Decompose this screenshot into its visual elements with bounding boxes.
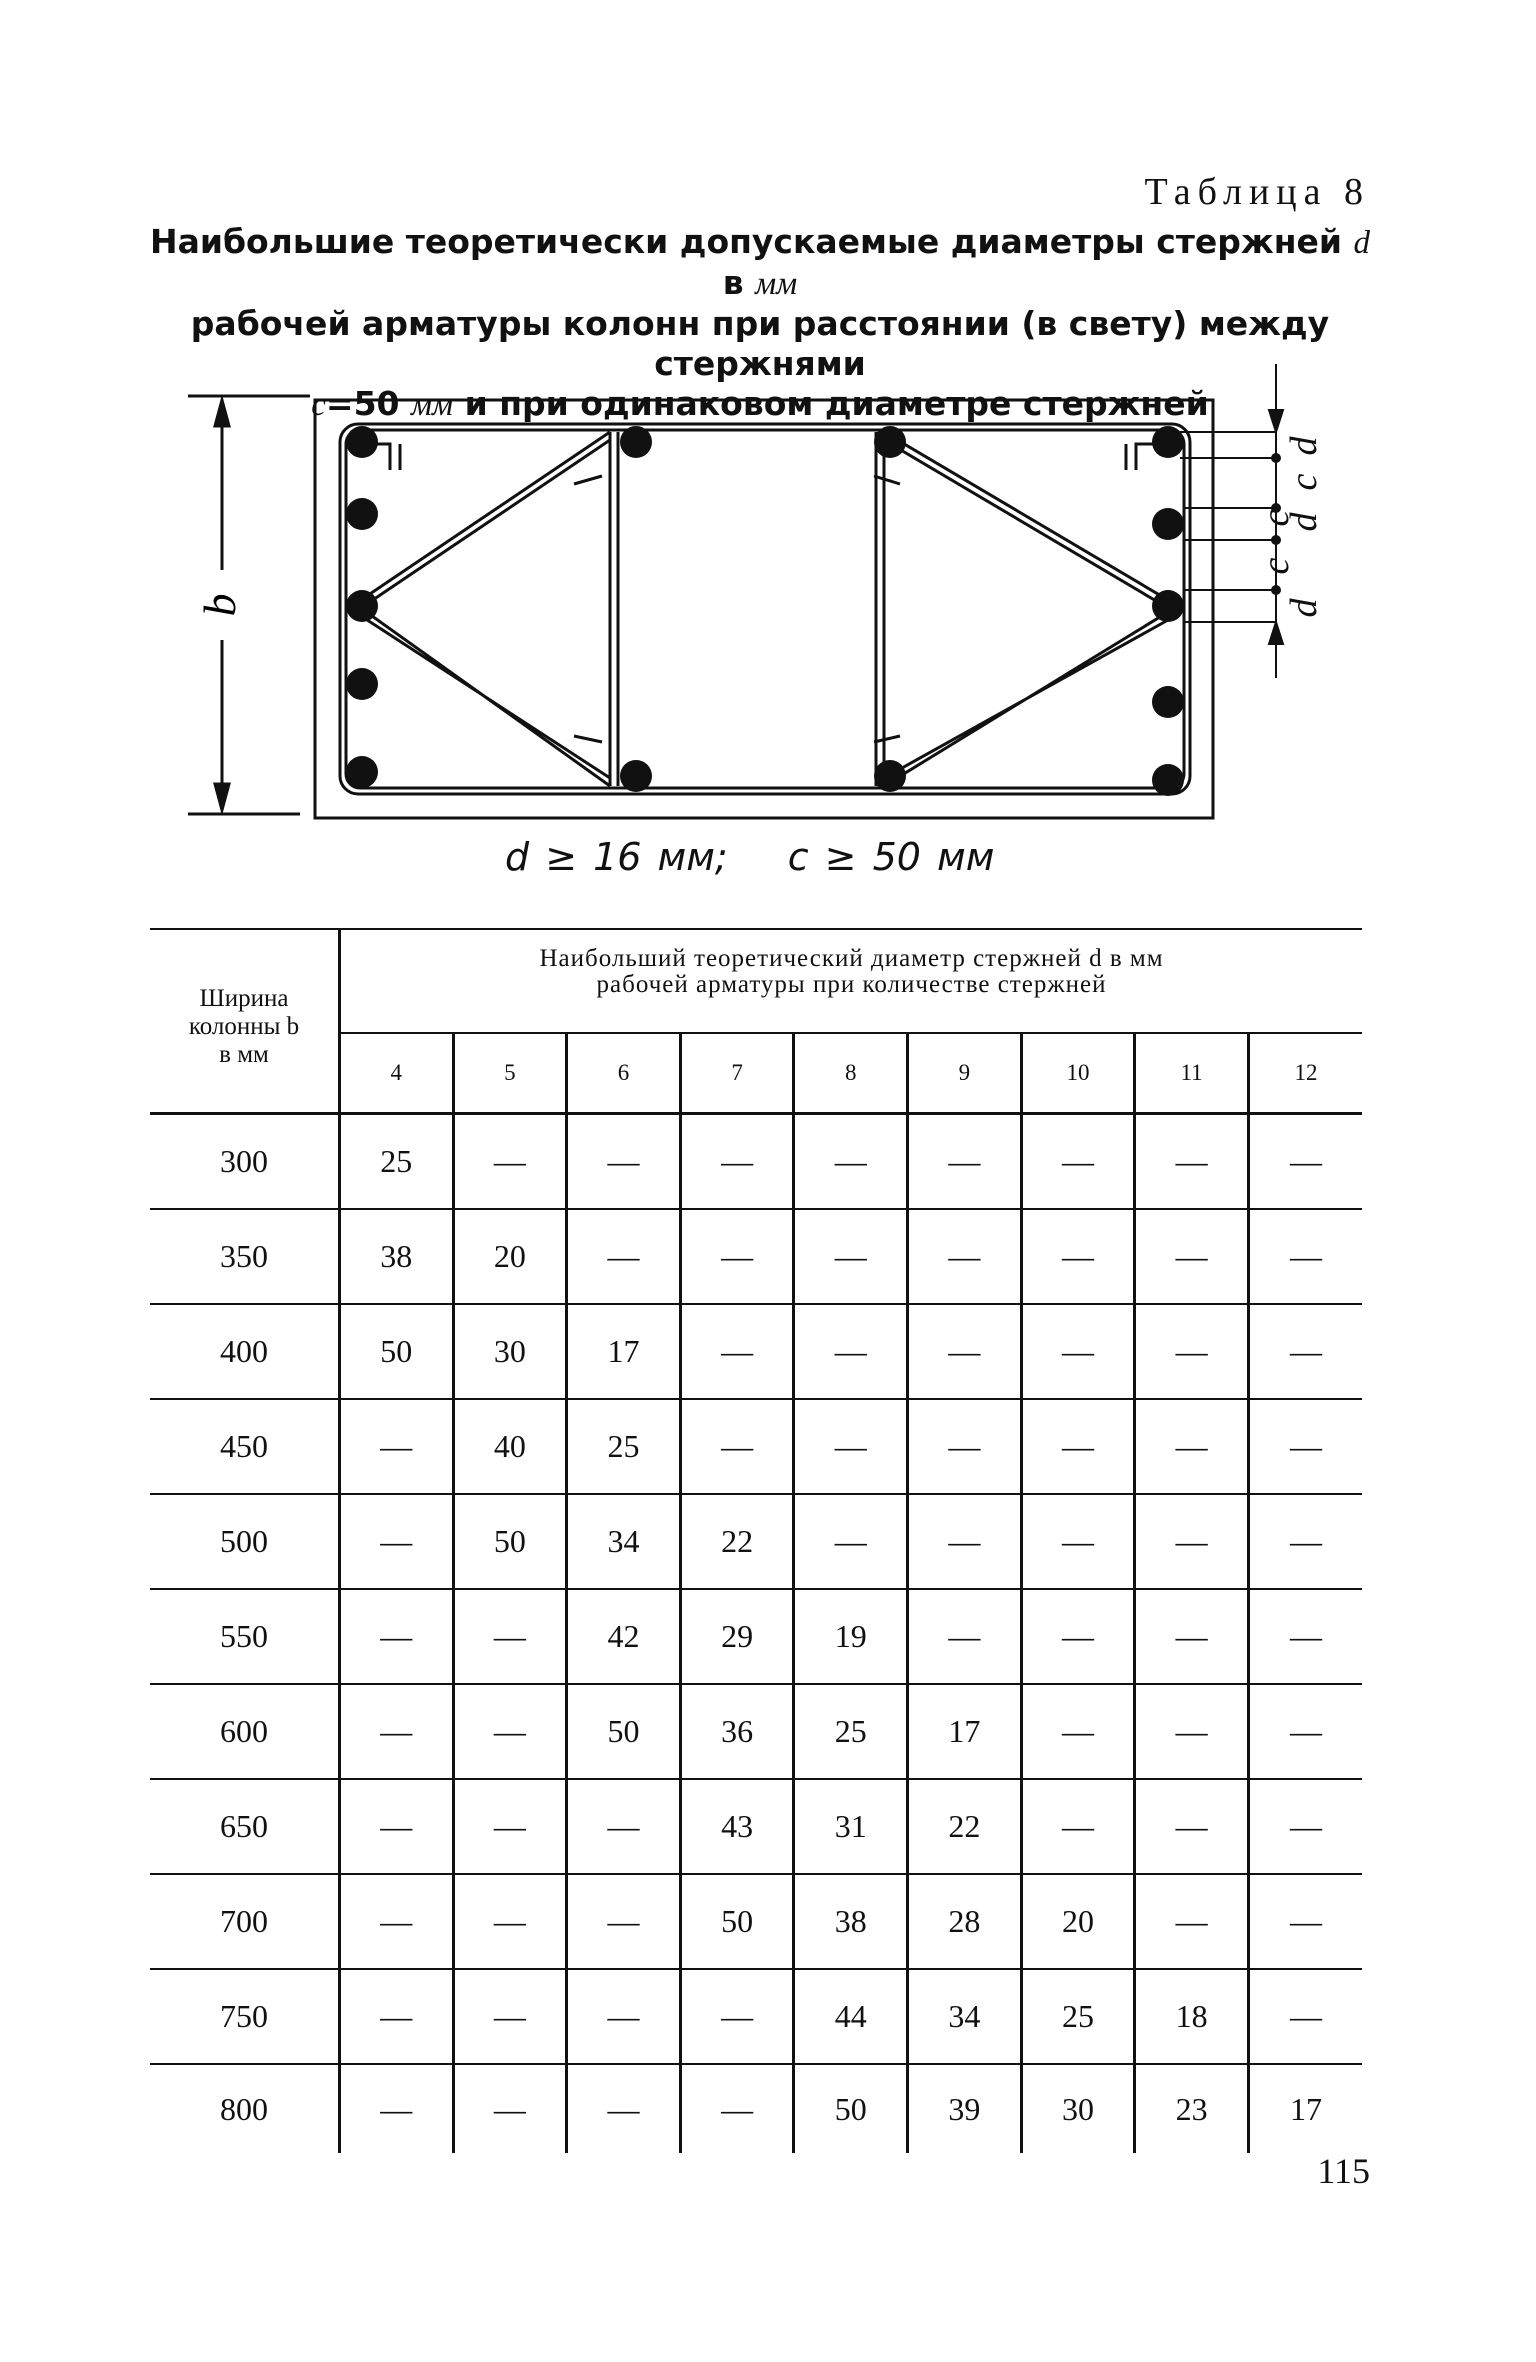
rebar-bar xyxy=(1152,686,1184,718)
diameter-cell: 30 xyxy=(1021,2064,1135,2153)
diameter-cell: 25 xyxy=(794,1684,908,1779)
count-header: 12 xyxy=(1248,1033,1362,1114)
column-width-cell: 800 xyxy=(150,2064,340,2153)
rebar-bar xyxy=(346,498,378,530)
diameter-cell: — xyxy=(453,1114,567,1210)
rebar-bar xyxy=(620,760,652,792)
table-row xyxy=(150,1399,1362,1494)
diameter-cell: 29 xyxy=(680,1589,794,1684)
diameter-cell: — xyxy=(340,1399,454,1494)
diameter-cell: — xyxy=(794,1114,908,1210)
rebar-bar xyxy=(346,756,378,788)
diameter-cell: 44 xyxy=(794,1969,908,2064)
diameter-cell: 40 xyxy=(453,1399,567,1494)
diameter-cell: — xyxy=(567,1209,681,1304)
diameter-cell: — xyxy=(453,1684,567,1779)
diameter-cell: — xyxy=(794,1304,908,1399)
diameter-cell: 50 xyxy=(340,1304,454,1399)
diameter-cell: — xyxy=(567,2064,681,2153)
rebar-bar xyxy=(620,426,652,458)
diameter-cell: — xyxy=(380,2090,413,2127)
diameter-cell: 38 xyxy=(794,1874,908,1969)
count-header: 4 xyxy=(340,1033,454,1114)
diameter-cell: — xyxy=(1248,1304,1362,1399)
dim-b-label: b xyxy=(194,593,245,617)
diameter-cell: — xyxy=(453,1969,567,2064)
diameter-cell: 34 xyxy=(567,1494,681,1589)
column-width-cell: 750 xyxy=(150,1969,340,2064)
diameter-cell: — xyxy=(1021,1209,1135,1304)
title-line-3: c=50 мм и при одинаковом диаметре стержней xyxy=(311,384,1209,423)
column-width-cell: 550 xyxy=(150,1589,340,1684)
table-row xyxy=(150,1779,1362,1874)
diameter-cell: 17 xyxy=(1248,2064,1362,2153)
section-outline xyxy=(315,400,1213,818)
diameter-cell: — xyxy=(1021,1304,1135,1399)
row-header: Ширина колонны b в мм xyxy=(150,929,340,1114)
diameter-cell: 38 xyxy=(340,1209,454,1304)
diameter-cell: — xyxy=(340,1779,454,1874)
diameter-cell: — xyxy=(1135,1779,1249,1874)
diameter-cell: 18 xyxy=(1135,1969,1249,2064)
diameter-cell: 25 xyxy=(1021,1969,1135,2064)
rebar-bar xyxy=(874,760,906,792)
diameter-cell: 25 xyxy=(567,1399,681,1494)
table-row xyxy=(150,1114,1362,1210)
dim-label: d xyxy=(1283,512,1325,532)
rebar-bar xyxy=(346,426,378,458)
diameter-cell: 31 xyxy=(794,1779,908,1874)
column-width-cell: 700 xyxy=(150,1874,340,1969)
diameter-cell: 23 xyxy=(1135,2064,1249,2153)
table-row xyxy=(150,1969,1362,2064)
title-line-2: рабочей арматуры колонн при расстоянии (в свету) между стержнями xyxy=(190,304,1330,383)
count-header: 5 xyxy=(453,1033,567,1114)
column-width-cell: 450 xyxy=(150,1399,340,1494)
diameter-cell: — xyxy=(908,1589,1022,1684)
diameter-cell: — xyxy=(453,1779,567,1874)
column-width-cell: 400 xyxy=(150,1304,340,1399)
diameter-cell: — xyxy=(567,1874,681,1969)
rebar-bar xyxy=(346,668,378,700)
rebar-bar xyxy=(346,590,378,622)
page-number: 115 xyxy=(1317,2151,1370,2191)
diameter-cell: — xyxy=(1021,1114,1135,1210)
diameter-cell: 50 xyxy=(453,1494,567,1589)
diameter-cell: — xyxy=(567,1114,681,1210)
diameter-cell: — xyxy=(1021,1589,1135,1684)
dim-label: c xyxy=(1255,509,1297,527)
diameter-cell: 34 xyxy=(908,1969,1022,2064)
diameter-cell: — xyxy=(340,1589,454,1684)
count-header: 10 xyxy=(1021,1033,1135,1114)
diameter-cell: — xyxy=(1248,1969,1362,2064)
diameter-cell: 36 xyxy=(680,1684,794,1779)
diameter-cell: — xyxy=(680,1114,794,1210)
rebar-bar xyxy=(1152,426,1184,458)
diameter-table xyxy=(150,928,1362,2153)
diameter-cell: 25 xyxy=(340,1114,454,1210)
diameter-cell: — xyxy=(340,1969,454,2064)
diameter-cell: 19 xyxy=(794,1589,908,1684)
diameter-cell: — xyxy=(340,1874,454,1969)
diameter-cell: — xyxy=(1135,1399,1249,1494)
table-row xyxy=(150,2064,1362,2153)
diameter-cell: — xyxy=(1248,1114,1362,1210)
diameter-cell: — xyxy=(453,2064,567,2153)
column-width-cell: 650 xyxy=(150,1779,340,1874)
diameter-cell: — xyxy=(1135,1304,1249,1399)
rebar-bar xyxy=(1152,764,1184,796)
diameter-cell: — xyxy=(794,1399,908,1494)
diameter-cell: — xyxy=(908,1304,1022,1399)
diameter-cell: — xyxy=(340,1684,454,1779)
diameter-cell: — xyxy=(794,1209,908,1304)
diameter-cell: — xyxy=(1135,1494,1249,1589)
dim-label: c xyxy=(1283,473,1325,491)
diameter-cell: — xyxy=(1248,1684,1362,1779)
diameter-cell: — xyxy=(908,1399,1022,1494)
diameter-cell: 22 xyxy=(680,1494,794,1589)
group-header: Наибольший теоретический диаметр стержней d в мм рабочей арматуры при количестве стержней xyxy=(340,929,1363,1033)
diameter-cell: — xyxy=(680,2064,794,2153)
diameter-cell: — xyxy=(1248,1874,1362,1969)
figure-caption: d ≥ 16 мм; c ≥ 50 мм xyxy=(505,835,995,879)
column-width-cell: 500 xyxy=(150,1494,340,1589)
diameter-cell: 39 xyxy=(908,2064,1022,2153)
diameter-cell: — xyxy=(680,1209,794,1304)
dim-label: d xyxy=(1283,436,1325,456)
count-header: 7 xyxy=(680,1033,794,1114)
count-header: 11 xyxy=(1135,1033,1249,1114)
diameter-cell: — xyxy=(908,1209,1022,1304)
diameter-cell: — xyxy=(1135,1684,1249,1779)
diameter-cell: — xyxy=(794,1494,908,1589)
diameter-cell: — xyxy=(567,1779,681,1874)
table-row xyxy=(150,1684,1362,1779)
diameter-cell: 50 xyxy=(794,2064,908,2153)
dim-label: d xyxy=(1283,598,1325,618)
diameter-cell: — xyxy=(1021,1779,1135,1874)
diameter-cell: 20 xyxy=(453,1209,567,1304)
column-width-cell: 300 xyxy=(150,1114,340,1210)
diameter-cell: 20 xyxy=(1021,1874,1135,1969)
rebar-bar xyxy=(874,426,906,458)
table-row xyxy=(150,1874,1362,1969)
diameter-cell: 17 xyxy=(567,1304,681,1399)
diameter-cell: — xyxy=(1248,1589,1362,1684)
rebar-bars xyxy=(346,426,1184,796)
count-header: 9 xyxy=(908,1033,1022,1114)
diameter-cell: — xyxy=(908,1114,1022,1210)
diameter-cell: 22 xyxy=(908,1779,1022,1874)
table-body xyxy=(150,1114,1362,2154)
diameter-cell: — xyxy=(567,1969,681,2064)
diameter-cell: — xyxy=(1135,1209,1249,1304)
column-width-cell: 600 xyxy=(150,1684,340,1779)
diameter-cell: — xyxy=(1021,1494,1135,1589)
table-label: Таблица 8 xyxy=(1144,171,1370,213)
stirrups xyxy=(340,424,1190,794)
dim-label: c xyxy=(1255,557,1297,575)
diameter-cell: — xyxy=(453,1589,567,1684)
diameter-cell: 50 xyxy=(567,1684,681,1779)
column-width-cell: 350 xyxy=(150,1209,340,1304)
diameter-cell: — xyxy=(1248,1399,1362,1494)
count-header: 6 xyxy=(567,1033,681,1114)
table-row xyxy=(150,1589,1362,1684)
diameter-cell: — xyxy=(1021,1684,1135,1779)
diameter-cell: — xyxy=(1248,1209,1362,1304)
diameter-cell: — xyxy=(680,1304,794,1399)
diameter-cell: 28 xyxy=(908,1874,1022,1969)
diameter-cell: 17 xyxy=(908,1684,1022,1779)
count-header: 8 xyxy=(794,1033,908,1114)
diameter-cell: 43 xyxy=(680,1779,794,1874)
diameter-cell: — xyxy=(1135,1589,1249,1684)
diameter-cell: — xyxy=(1021,1399,1135,1494)
table-row xyxy=(150,1209,1362,1304)
table-row xyxy=(150,1494,1362,1589)
diameter-cell: — xyxy=(1248,1494,1362,1589)
diameter-cell: — xyxy=(1135,1874,1249,1969)
diameter-cell: — xyxy=(908,1494,1022,1589)
rebar-bar xyxy=(1152,590,1184,622)
diameter-cell: — xyxy=(1248,1779,1362,1874)
diameter-cell: — xyxy=(340,1494,454,1589)
diameter-cell: — xyxy=(680,1399,794,1494)
diameter-cell: 30 xyxy=(453,1304,567,1399)
diameter-cell: — xyxy=(453,1874,567,1969)
title-line-1: Наибольшие теоретически допускаемые диаметры стержней d в мм xyxy=(149,222,1371,302)
rebar-bar xyxy=(1152,508,1184,540)
table-row xyxy=(150,1304,1362,1399)
diameter-cell: — xyxy=(1135,1114,1249,1210)
diameter-cell: 42 xyxy=(567,1589,681,1684)
diameter-cell: — xyxy=(680,1969,794,2064)
diameter-cell: 50 xyxy=(680,1874,794,1969)
